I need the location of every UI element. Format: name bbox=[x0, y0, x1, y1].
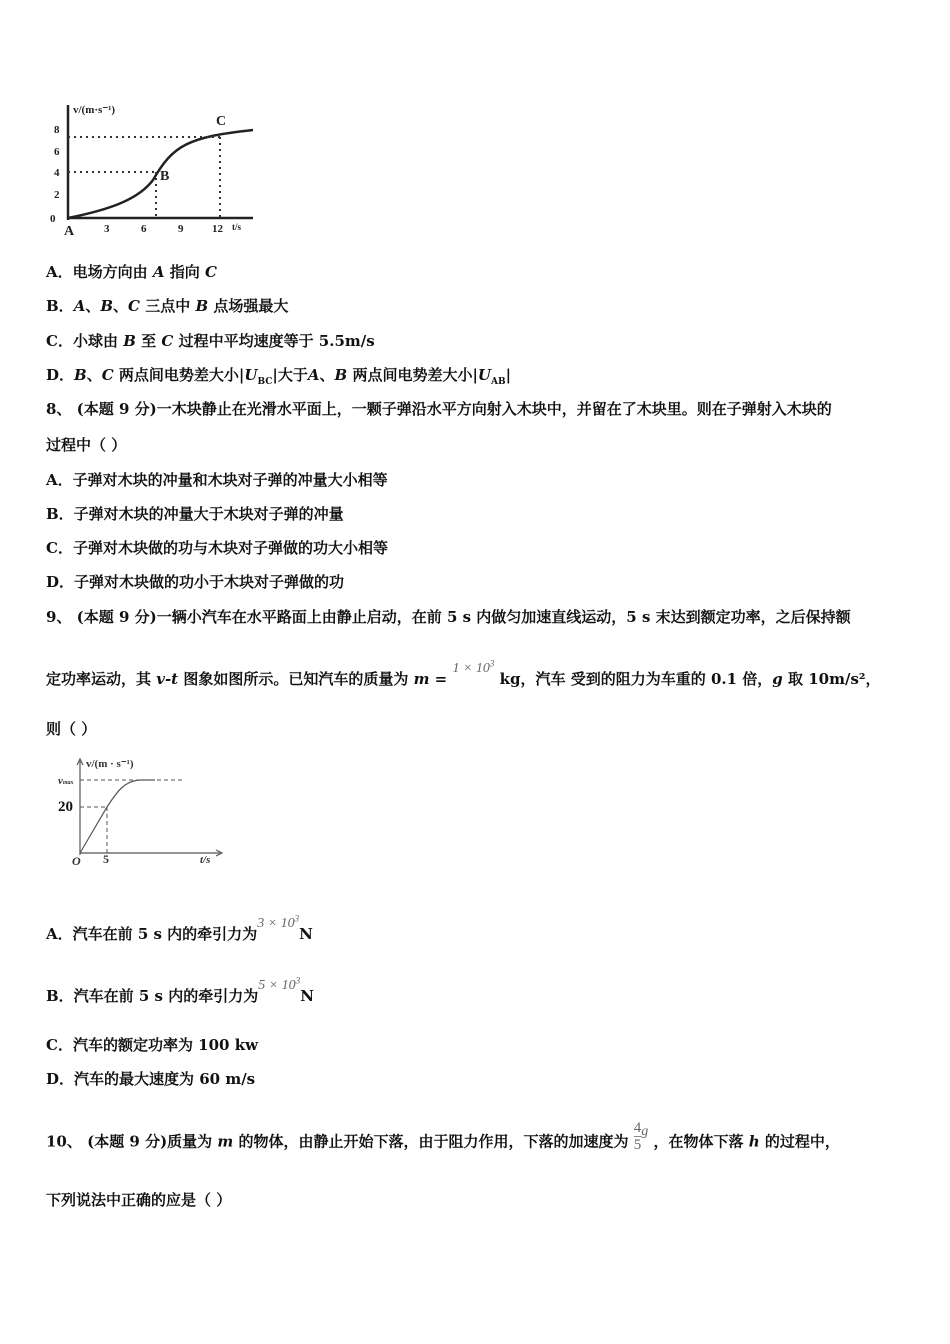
point-c-label: C bbox=[216, 114, 227, 129]
velocity-time-graph-q7 bbox=[48, 95, 263, 240]
q9-option-b: B．汽车在前 5 s 内的牵引力为$5 \times 10^3N$ bbox=[46, 975, 314, 1005]
q7-option-d: D．B、C 两点间电势差大小$|U_{BC}|$大于A、B 两点间电势差大小$|U_{AB}|$ bbox=[46, 366, 512, 387]
mass-formula: $1 \times 10^3$ bbox=[452, 658, 495, 676]
q8-option-a: A．子弹对木块的冲量和木块对子弹的冲量大小相等 bbox=[46, 471, 388, 489]
q8-option-b: B．子弹对木块的冲量大于木块对子弹的冲量 bbox=[46, 505, 344, 523]
x-axis-label: t/s bbox=[200, 854, 211, 866]
q9-option-d: D．汽车的最大速度为 60 m/s bbox=[46, 1070, 256, 1088]
fraction-four-fifths: $\frac{4}{5}$ bbox=[633, 1120, 642, 1153]
x-tick: 9 bbox=[178, 223, 184, 235]
origin-label: O bbox=[72, 854, 81, 867]
q7-option-a: A．电场方向由 A 指向 C bbox=[46, 263, 217, 281]
y-axis-label: v/(m · s⁻¹) bbox=[86, 758, 134, 770]
y-tick: 6 bbox=[54, 146, 60, 158]
q8-option-d: D．子弹对木块做的功小于木块对子弹做的功 bbox=[46, 573, 345, 591]
q9-stem-line3: 则（ ） bbox=[46, 720, 97, 738]
x-tick-5: 5 bbox=[103, 852, 109, 866]
y-axis-label: v/(m·s⁻¹) bbox=[73, 104, 116, 116]
y-tick: 2 bbox=[54, 189, 60, 201]
x-axis-label: t/s bbox=[232, 222, 241, 232]
q8-stem-line1: 8、 (本题 9 分)一木块静止在光滑水平面上，一颗子弹沿水平方向射入木块中，并留在了木块里。则在子弹射入木块的 bbox=[46, 400, 832, 418]
velocity-time-graph-q9 bbox=[50, 755, 230, 867]
vmax-label: vmax bbox=[58, 775, 74, 787]
q7-option-b: B．A、B、C 三点中 B 点场强最大 bbox=[46, 297, 289, 315]
q9-stem-line1: 9、 (本题 9 分)一辆小汽车在水平路面上由静止启动，在前 5 s 内做匀加速直线运动，5 s 末达到额定功率，之后保持额 bbox=[46, 608, 851, 626]
q10-stem-line2: 下列说法中正确的应是（ ） bbox=[46, 1191, 232, 1209]
q9-stem-line2: 定功率运动，其 v-t 图象如图所示。已知汽车的质量为 $m = 1 \times 10^3$ kg，汽车 受到的阻力为车重的 0.1 倍，g 取 10m/s²， bbox=[46, 658, 881, 688]
q10-stem-line1: 10、 (本题 9 分)质量为 m 的物体，由静止开始下落，由于阻力作用，下落的加速度为 $\frac{4}{5}$ g ，在物体下落 h 的过程中， bbox=[46, 1120, 840, 1153]
y-tick-20: 20 bbox=[58, 799, 73, 815]
y-tick: 8 bbox=[54, 124, 60, 136]
point-b-label: B bbox=[160, 169, 170, 184]
x-tick: 6 bbox=[141, 223, 147, 235]
q9-option-a: A．汽车在前 5 s 内的牵引力为$3 \times 10^3N$ bbox=[46, 913, 313, 943]
q7-option-c: C．小球由 B 至 C 过程中平均速度等于 5.5m/s bbox=[46, 332, 375, 350]
point-a-label: A bbox=[64, 224, 75, 239]
y-tick: 4 bbox=[54, 167, 60, 179]
x-tick: 12 bbox=[212, 223, 223, 235]
q9-option-c: C．汽车的额定功率为 100 kw bbox=[46, 1036, 259, 1054]
y-tick: 0 bbox=[50, 213, 56, 225]
q8-stem-line2: 过程中（ ） bbox=[46, 436, 127, 454]
x-tick: 3 bbox=[104, 223, 110, 235]
q8-option-c: C．子弹对木块做的功与木块对子弹做的功大小相等 bbox=[46, 539, 388, 557]
